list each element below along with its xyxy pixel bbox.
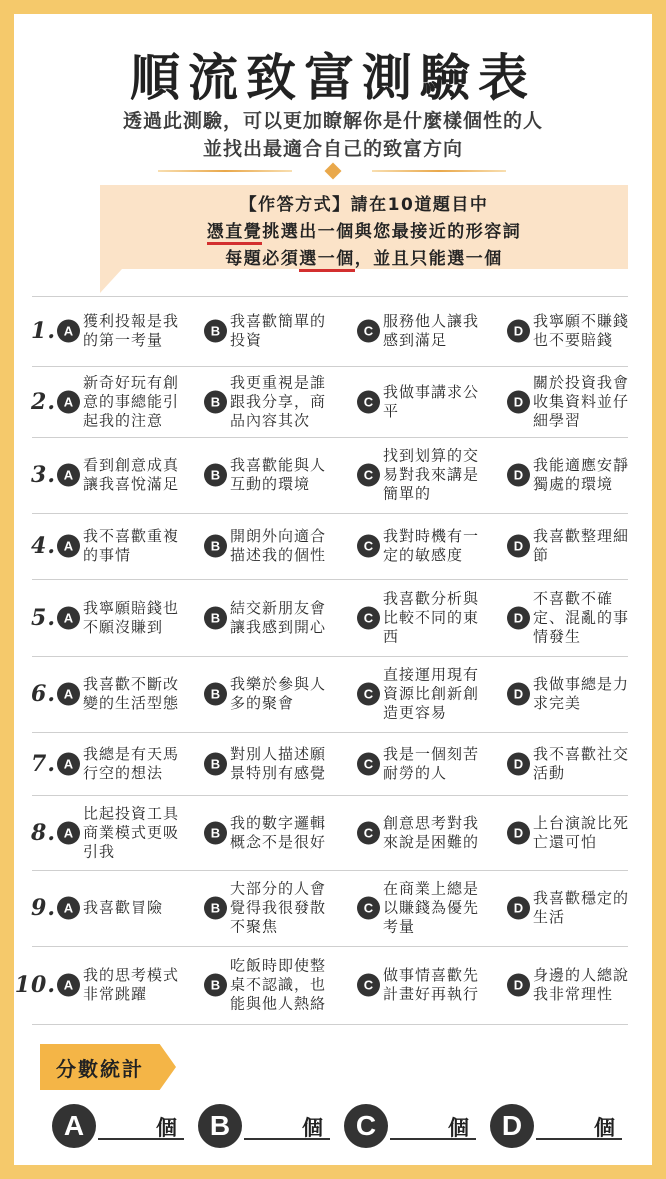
- option-c-badge: C: [357, 606, 380, 629]
- option-b[interactable]: [204, 946, 350, 1024]
- instructions-line-3-post: ，並且只能選一個: [354, 249, 503, 269]
- option-text-line: 造更容易: [383, 703, 448, 722]
- instructions-box: [100, 185, 628, 269]
- option-b[interactable]: [204, 513, 350, 579]
- question-row: [0, 437, 666, 513]
- option-text-line: 以賺錢為優先: [383, 898, 480, 917]
- tally-unit: 個: [156, 1116, 177, 1140]
- tally-a-badge: A: [52, 1104, 96, 1148]
- instructions-line-2-text: 挑選出一個與您最接近的形容詞: [262, 222, 522, 242]
- question-number: 4.: [31, 533, 56, 559]
- option-text: [230, 675, 350, 713]
- option-text: [383, 383, 503, 421]
- option-text-line: 我喜歡簡單的: [230, 312, 327, 330]
- option-text-line: 新奇好玩有創: [83, 373, 180, 391]
- option-d[interactable]: [507, 732, 653, 795]
- option-c-badge: C: [357, 752, 380, 775]
- option-a[interactable]: [57, 795, 203, 870]
- option-text-line: 身邊的人總說: [533, 966, 630, 984]
- option-a-badge: A: [57, 390, 80, 413]
- question-row: [0, 296, 666, 366]
- option-a-badge: A: [57, 897, 80, 920]
- option-text-line: 我對時機有一: [383, 527, 480, 545]
- question-number: 9.: [31, 895, 56, 921]
- option-b[interactable]: [204, 795, 350, 870]
- option-d-badge: D: [507, 320, 530, 343]
- option-text-line: 求完美: [533, 694, 582, 712]
- option-text-line: 非常跳躍: [83, 985, 148, 1003]
- option-text-line: 來說是困難的: [383, 832, 480, 851]
- question-number: 1.: [31, 318, 56, 344]
- tally-a[interactable]: [52, 1104, 192, 1148]
- option-b-badge: B: [204, 821, 227, 844]
- option-text-line: 我的數字邏輯: [230, 813, 327, 832]
- option-d[interactable]: [507, 437, 653, 513]
- row-divider: [32, 1024, 628, 1025]
- option-a[interactable]: [57, 579, 203, 656]
- question-row: [0, 795, 666, 870]
- option-b[interactable]: [204, 732, 350, 795]
- tally-c-badge: C: [344, 1104, 388, 1148]
- option-d[interactable]: [507, 513, 653, 579]
- option-text-line: 西: [383, 627, 400, 645]
- option-text: [533, 527, 653, 565]
- option-text: [230, 599, 350, 637]
- option-text-line: 多的聚會: [230, 694, 295, 712]
- option-text-line: 節: [533, 546, 550, 564]
- option-text-line: 商業模式更吸: [83, 823, 180, 841]
- option-a[interactable]: [57, 296, 203, 366]
- option-c[interactable]: [357, 795, 503, 870]
- option-text-line: 的事情: [83, 546, 132, 564]
- option-d-badge: D: [507, 606, 530, 629]
- option-b[interactable]: [204, 870, 350, 946]
- option-text: [230, 312, 350, 350]
- option-text: [533, 745, 653, 783]
- option-b-badge: B: [204, 464, 227, 487]
- option-text-line: 跟我分享，商: [230, 392, 327, 410]
- option-a-badge: A: [57, 606, 80, 629]
- option-text: [83, 966, 203, 1004]
- option-text-line: 我總是有天馬: [83, 744, 180, 763]
- option-text-line: 行空的想法: [83, 763, 164, 782]
- option-b-badge: B: [204, 535, 227, 558]
- option-text-line: 的第一考量: [83, 331, 164, 349]
- option-text-line: 定的敏感度: [383, 546, 464, 564]
- instructions-line-3: [100, 244, 628, 269]
- option-b-badge: B: [204, 897, 227, 920]
- option-text: [533, 312, 653, 350]
- question-number: 10.: [14, 972, 56, 998]
- option-b[interactable]: [204, 656, 350, 732]
- divider-right: [372, 170, 506, 172]
- option-b[interactable]: [204, 366, 350, 437]
- option-a-badge: A: [57, 974, 80, 997]
- option-text-line: 易對我來講是: [383, 465, 480, 484]
- tally-d-badge: D: [490, 1104, 534, 1148]
- option-c[interactable]: [357, 732, 503, 795]
- question-row: [0, 366, 666, 437]
- option-text-line: 我更重視是誰: [230, 373, 327, 391]
- question-row: [0, 579, 666, 656]
- option-text: [230, 745, 350, 783]
- option-c[interactable]: [357, 870, 503, 946]
- option-a[interactable]: [57, 656, 203, 732]
- option-c-badge: C: [357, 974, 380, 997]
- option-text-line: 考量: [383, 917, 416, 936]
- option-text-line: 描述我的個性: [230, 546, 327, 564]
- option-b-badge: B: [204, 752, 227, 775]
- option-text-line: 能與他人熱絡: [230, 994, 327, 1013]
- option-text: [83, 373, 203, 430]
- option-text: [533, 373, 653, 430]
- option-c-badge: C: [357, 683, 380, 706]
- option-text: [230, 957, 350, 1014]
- option-text-line: 細學習: [533, 411, 582, 429]
- option-text-line: 大部分的人會: [230, 879, 327, 898]
- question-row: [0, 656, 666, 732]
- option-d-badge: D: [507, 464, 530, 487]
- option-text-line: 簡單的: [383, 484, 432, 503]
- option-text-line: 我做事講求公: [383, 382, 480, 401]
- option-c-badge: C: [357, 390, 380, 413]
- option-text: [83, 527, 203, 565]
- option-c[interactable]: [357, 296, 503, 366]
- option-a[interactable]: [57, 366, 203, 437]
- option-text-line: 覺得我很發散: [230, 898, 327, 917]
- option-text-line: 我能適應安靜: [533, 456, 630, 474]
- option-a-badge: A: [57, 752, 80, 775]
- option-text: [230, 373, 350, 430]
- option-a-badge: A: [57, 320, 80, 343]
- option-a[interactable]: [57, 732, 203, 795]
- option-b[interactable]: [204, 296, 350, 366]
- option-text: [533, 814, 653, 852]
- subtitle-line-1: 透過此測驗，可以更加瞭解你是什麼樣個性的人: [122, 110, 543, 132]
- option-text-line: 生活: [533, 908, 566, 926]
- option-text-line: 我喜歡穩定的: [533, 889, 630, 907]
- option-text: [83, 804, 203, 861]
- option-text-line: 不喜歡不確: [533, 589, 614, 607]
- option-text-line: 活動: [533, 763, 566, 782]
- option-text-line: 情發生: [533, 627, 582, 645]
- option-b-badge: B: [204, 606, 227, 629]
- tally-d[interactable]: [490, 1104, 630, 1148]
- question-number: 2.: [31, 388, 56, 415]
- option-text: [383, 527, 503, 565]
- option-text-line: 定、混亂的事: [533, 608, 630, 626]
- tally-c[interactable]: [344, 1104, 484, 1148]
- question-number: 7.: [31, 750, 56, 777]
- option-text-line: 創意思考對我: [383, 813, 480, 832]
- option-c-badge: C: [357, 464, 380, 487]
- option-c[interactable]: [357, 656, 503, 732]
- option-text-line: 我喜歡冒險: [83, 898, 164, 917]
- option-a[interactable]: [57, 513, 203, 579]
- option-d[interactable]: [507, 366, 653, 437]
- option-d-badge: D: [507, 535, 530, 558]
- option-text-line: 資源比創新創: [383, 684, 480, 703]
- option-text-line: 我寧願不賺錢: [533, 312, 630, 330]
- option-d[interactable]: [507, 946, 653, 1024]
- option-text-line: 變的生活型態: [83, 694, 180, 712]
- option-text-line: 引我: [83, 842, 116, 860]
- option-text-line: 投資: [230, 331, 263, 349]
- option-text: [383, 814, 503, 852]
- option-a-badge: A: [57, 464, 80, 487]
- option-b-badge: B: [204, 974, 227, 997]
- option-text-line: 平: [383, 401, 400, 420]
- option-c[interactable]: [357, 437, 503, 513]
- option-c[interactable]: [357, 366, 503, 437]
- option-text-line: 意的事總能引: [83, 392, 180, 410]
- option-text-line: 我喜歡能與人: [230, 456, 327, 474]
- option-text-line: 對別人描述願: [230, 744, 327, 763]
- option-text: [383, 666, 503, 723]
- option-text: [83, 899, 203, 918]
- option-b-badge: B: [204, 390, 227, 413]
- option-text-line: 感到滿足: [383, 331, 448, 349]
- option-a[interactable]: [57, 870, 203, 946]
- option-text: [533, 966, 653, 1004]
- option-d-badge: D: [507, 390, 530, 413]
- option-text-line: 關於投資我會: [533, 373, 630, 391]
- option-text-line: 收集資料並仔: [533, 392, 630, 410]
- question-row: [0, 732, 666, 795]
- tally-b[interactable]: [198, 1104, 338, 1148]
- question-number: 5.: [31, 604, 56, 631]
- instructions-line-3-pre: 每題必須: [225, 249, 300, 269]
- option-d-badge: D: [507, 683, 530, 706]
- option-text-line: 做事情喜歡先: [383, 966, 480, 984]
- option-d-badge: D: [507, 752, 530, 775]
- question-number: 3.: [31, 462, 56, 488]
- option-text-line: 吃飯時即使整: [230, 956, 327, 975]
- option-text-line: 比較不同的東: [383, 608, 480, 626]
- option-text-line: 我的思考模式: [83, 966, 180, 984]
- option-d[interactable]: [507, 656, 653, 732]
- option-b-badge: B: [204, 683, 227, 706]
- option-text-line: 耐勞的人: [383, 763, 448, 782]
- option-text: [230, 456, 350, 494]
- question-number: 8.: [31, 819, 56, 846]
- option-a-badge: A: [57, 821, 80, 844]
- option-text-line: 結交新朋友會: [230, 598, 327, 617]
- option-a[interactable]: [57, 437, 203, 513]
- option-c-badge: C: [357, 821, 380, 844]
- option-text: [533, 675, 653, 713]
- question-row: [0, 513, 666, 579]
- option-text: [83, 312, 203, 350]
- option-c-badge: C: [357, 320, 380, 343]
- option-text: [383, 880, 503, 937]
- option-text: [230, 880, 350, 937]
- option-text: [383, 312, 503, 350]
- option-text: [533, 589, 653, 646]
- option-c[interactable]: [357, 946, 503, 1024]
- option-text-line: 亡還可怕: [533, 832, 598, 851]
- option-text-line: 桌不認識，也: [230, 975, 327, 994]
- option-text-line: 獨處的環境: [533, 475, 614, 493]
- option-text-line: 在商業上總是: [383, 879, 480, 898]
- option-d-badge: D: [507, 821, 530, 844]
- option-text-line: 讓我喜悅滿足: [83, 475, 180, 493]
- option-b[interactable]: [204, 437, 350, 513]
- option-text-line: 我不喜歡重複: [83, 527, 180, 545]
- question-row: [0, 870, 666, 946]
- divider-left: [158, 170, 292, 172]
- option-text-line: 讓我感到開心: [230, 617, 327, 636]
- option-c-badge: C: [357, 535, 380, 558]
- option-d[interactable]: [507, 795, 653, 870]
- option-text-line: 直接運用現有: [383, 665, 480, 684]
- instructions-emphasis-1: 憑直覺: [207, 222, 263, 245]
- option-text-line: 我喜歡不斷改: [83, 675, 180, 693]
- option-text-line: 上台演說比死: [533, 813, 630, 832]
- option-text: [383, 589, 503, 646]
- option-c[interactable]: [357, 513, 503, 579]
- tally-unit: 個: [302, 1116, 323, 1140]
- option-b-badge: B: [204, 320, 227, 343]
- option-text-line: 品內容其次: [230, 411, 311, 429]
- option-text-line: 我寧願賠錢也: [83, 598, 180, 617]
- tally-unit: 個: [448, 1116, 469, 1140]
- option-d-badge: D: [507, 897, 530, 920]
- page-title: 順流致富測驗表: [130, 49, 536, 107]
- option-text: [533, 889, 653, 927]
- option-text-line: 概念不是很好: [230, 832, 327, 851]
- option-a-badge: A: [57, 535, 80, 558]
- instructions-line-1: 【作答方式】請在10道題目中: [239, 195, 489, 215]
- option-text: [83, 675, 203, 713]
- option-text-line: 我是一個刻苦: [383, 744, 480, 763]
- option-a-badge: A: [57, 683, 80, 706]
- tally-unit: 個: [594, 1116, 615, 1140]
- option-text-line: 找到划算的交: [383, 446, 480, 465]
- option-text-line: 我做事總是力: [533, 675, 630, 693]
- question-row: [0, 946, 666, 1024]
- option-text: [83, 745, 203, 783]
- option-d[interactable]: [507, 579, 653, 656]
- option-text-line: 我樂於參與人: [230, 675, 327, 693]
- option-text-line: 不聚焦: [230, 917, 279, 936]
- option-d-badge: D: [507, 974, 530, 997]
- option-a[interactable]: [57, 946, 203, 1024]
- option-text-line: 我喜歡分析與: [383, 589, 480, 607]
- option-text-line: 我不喜歡社交: [533, 744, 630, 763]
- option-text-line: 景特別有感覺: [230, 763, 327, 782]
- subtitle-line-2: 並找出最適合自己的致富方向: [202, 138, 463, 160]
- option-text-line: 服務他人讓我: [383, 312, 480, 330]
- option-d[interactable]: [507, 870, 653, 946]
- option-b[interactable]: [204, 579, 350, 656]
- option-text-line: 比起投資工具: [83, 804, 180, 822]
- option-text-line: 計畫好再執行: [383, 985, 480, 1003]
- option-text: [383, 745, 503, 783]
- option-text-line: 開朗外向適合: [230, 527, 327, 545]
- option-text: [83, 599, 203, 637]
- option-text: [230, 527, 350, 565]
- instructions-emphasis-2: 選一個: [299, 249, 355, 272]
- option-text: [230, 814, 350, 852]
- option-text-line: 獲利投報是我: [83, 312, 180, 330]
- option-text-line: 不願沒賺到: [83, 617, 164, 636]
- instructions-line-2: [100, 217, 628, 242]
- option-text: [83, 456, 203, 494]
- option-text-line: 我喜歡整理細: [533, 527, 630, 545]
- option-text-line: 起我的注意: [83, 411, 164, 429]
- option-text-line: 互動的環境: [230, 475, 311, 493]
- option-text-line: 也不要賠錢: [533, 331, 614, 349]
- option-text: [383, 447, 503, 504]
- option-text: [383, 966, 503, 1004]
- option-text: [533, 456, 653, 494]
- tally-b-badge: B: [198, 1104, 242, 1148]
- option-text-line: 看到創意成真: [83, 456, 180, 474]
- question-number: 6.: [31, 681, 56, 707]
- score-label: 分數統計: [56, 1057, 144, 1081]
- option-c[interactable]: [357, 579, 503, 656]
- option-d[interactable]: [507, 296, 653, 366]
- option-c-badge: C: [357, 897, 380, 920]
- option-text-line: 我非常理性: [533, 985, 614, 1003]
